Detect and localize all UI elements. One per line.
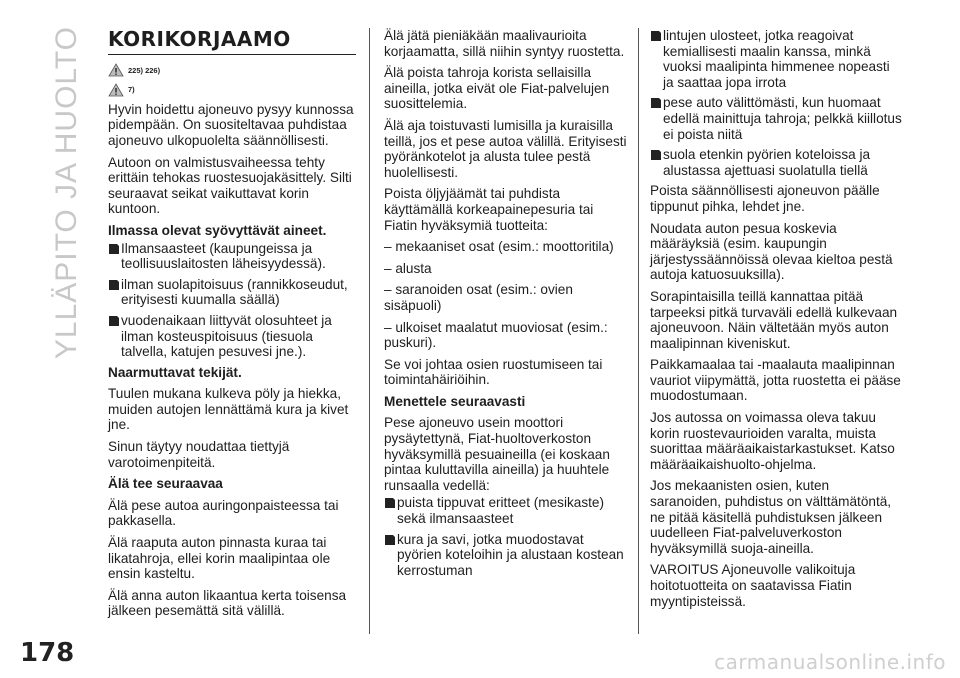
bullet-text: pese auto välittömästi, kun huomaat edellä mainittuja tahroja; pelkkä kiillotus ei poista niitä xyxy=(663,95,902,142)
warning-reference: 225) 226) xyxy=(128,65,161,75)
dash-item: – alusta xyxy=(384,260,432,276)
bullet-icon xyxy=(108,279,120,291)
paragraph: Jos mekaanisten osien, kuten saranoiden, puhdistus on välttämätöntä, ne pitää käsitellä puhdistuksen jälkeen uudelleen Fiat-palveluverkoston hyväksymillä suoja-aineilla. xyxy=(650,478,892,556)
bullet-icon xyxy=(108,315,120,327)
subheading: Menettele seuraavasti xyxy=(384,393,526,409)
caution-reference: 7) xyxy=(128,85,135,95)
paragraph: Poista öljyjäämät tai puhdista käyttämällä korkeapainepesuria tai Fiatin hyväksymiä tuotteita: xyxy=(384,186,594,233)
bullet-icon xyxy=(650,149,662,161)
warning-icon xyxy=(108,63,124,77)
bullet-text: ilman suolapitoisuus (rannikkoseudut, erityisesti kuumalla säällä) xyxy=(121,276,348,308)
paragraph: Autoon on valmistusvaiheessa tehty erittäin tehokas ruostesuojakäsittely. Silti seuraavat seikat vaikuttavat korin kuntoon. xyxy=(108,154,352,217)
paragraph: VAROITUS Ajoneuvolle valikoituja hoitotuotteita on saatavissa Fiatin myyntipisteissä. xyxy=(650,562,856,609)
bullet-icon xyxy=(384,534,396,546)
paragraph: Sinun täytyy noudattaa tiettyjä varotoimenpiteitä. xyxy=(108,439,290,470)
subheading: Ilmassa olevat syövyttävät aineet. xyxy=(108,222,327,238)
bullet-item xyxy=(384,532,630,579)
bullet-item xyxy=(650,28,902,90)
column-3 xyxy=(650,28,902,615)
paragraph: Älä pese autoa auringonpaisteessa tai pakkasella. xyxy=(108,497,339,529)
bullet-item xyxy=(108,313,356,360)
dash-item: – ulkoiset maalatut muoviosat (esim.: puskuri). xyxy=(384,319,608,351)
paragraph: Hyvin hoidettu ajoneuvo pysyy kunnossa pidempään. On suositeltavaa puhdistaa ajoneuvo ulkopuolelta säännöllisesti. xyxy=(108,101,354,148)
paragraph: Poista säännöllisesti ajoneuvon päälle tippunut pihka, lehdet jne. xyxy=(650,183,880,214)
reference-row xyxy=(108,82,356,98)
page-number: 178 xyxy=(20,638,75,668)
paragraph: Jos autossa on voimassa oleva takuu korin ruostevaurioiden varalta, muista suorittaa määräaikaistarkastukset. Katso määräaikaishuolto-ohjelma. xyxy=(650,410,895,472)
title-rule xyxy=(108,54,356,55)
column-divider xyxy=(638,28,639,634)
chapter-side-title: YLLÄPITO JA HUOLTO xyxy=(50,26,83,360)
paragraph: Paikkamaalaa tai -maalauta maalipinnan vauriot viipymättä, jotta ruostetta ei pääse muodostumaan. xyxy=(650,357,901,404)
bullet-icon xyxy=(108,243,120,255)
paragraph: Älä jätä pieniäkään maalivaurioita korjaamatta, sillä niihin syntyy ruostetta. xyxy=(384,28,625,59)
watermark: carmanualsonline.info xyxy=(714,650,946,674)
bullet-text: puista tippuvat eritteet (mesikaste) sekä ilmansaasteet xyxy=(397,495,605,527)
dash-item: – mekaaniset osat (esim.: moottoritila) xyxy=(384,239,614,255)
bullet-text: lintujen ulosteet, jotka reagoivat kemiallisesti maalin kanssa, minkä vuoksi maalipinta himmenee nopeasti ja saattaa jopa irrota xyxy=(663,28,890,90)
paragraph: Älä raaputa auton pinnasta kuraa tai likatahroja, ellei korin maalipintaa ole ensin kasteltu. xyxy=(108,535,331,582)
bullet-icon xyxy=(650,97,662,109)
bullet-item xyxy=(108,277,356,308)
dash-item: – saranoiden osat (esim.: ovien sisäpuoli) xyxy=(384,282,573,313)
bullet-item xyxy=(108,241,356,272)
paragraph: Älä anna auton likaantua kerta toisensa jälkeen pesemättä sitä välillä. xyxy=(108,587,347,619)
reference-row xyxy=(108,63,356,79)
column-divider xyxy=(369,28,370,634)
bullet-text: suola etenkin pyörien koteloissa ja alustassa ajettuasi suolatulla tiellä xyxy=(663,147,871,178)
bullet-icon xyxy=(384,497,396,509)
subheading: Älä tee seuraavaa xyxy=(108,476,223,492)
paragraph: Tuulen mukana kulkeva pöly ja hiekka, muiden autojen lennättämä kura ja kivet jne. xyxy=(108,386,349,433)
bullet-item xyxy=(650,95,902,142)
bullet-text: kura ja savi, jotka muodostavat pyörien koteloihin ja alustaan kostean kerrostuman xyxy=(397,531,624,578)
bullet-text: Ilmansaasteet (kaupungeissa ja teollisuuslaitosten läheisyydessä). xyxy=(121,240,326,272)
paragraph: Älä poista tahroja korista sellaisilla aineilla, jotka eivät ole Fiat-palvelujen suosittelemia. xyxy=(384,65,610,112)
subheading: Naarmuttavat tekijät. xyxy=(108,364,242,380)
bullet-icon xyxy=(650,30,662,42)
paragraph: Sorapintaisilla teillä kannattaa pitää tarpeeksi pitkä turvaväli edellä kulkevaan ajoneuvoon. Näin vältetään myös auton maalipinnan kiveniskut. xyxy=(650,288,898,351)
paragraph: Älä aja toistuvasti lumisilla ja kuraisilla teillä, jos et pese autoa välillä. Erityisesti pyöränkotelot ja alusta tulee pestä huolellisesti. xyxy=(384,117,627,180)
bullet-text: vuodenaikaan liittyvät olosuhteet ja ilman kosteuspitoisuus (tiesuola talvella, katujen pesuvesi jne.). xyxy=(121,312,332,360)
caution-icon xyxy=(108,83,124,97)
paragraph: Noudata auton pesua koskevia määräyksiä (esim. kaupungin järjestyssäännöissä olevaa kieltoa pestä autoja katuosuuksilla). xyxy=(650,220,893,283)
column-2 xyxy=(384,28,630,583)
bullet-item xyxy=(650,147,902,178)
bullet-item xyxy=(384,495,630,526)
section-title: KORIKORJAAMO xyxy=(108,27,291,51)
paragraph: Se voi johtaa osien ruostumiseen tai toimintahäiriöihin. xyxy=(384,356,603,388)
paragraph: Pese ajoneuvo usein moottori pysäytettynä, Fiat-huoltoverkoston hyväksymillä pesuaineilla (ei koskaan pintaa kuluttavilla aineilla) ja huuhtele runsaalla vedellä: xyxy=(384,415,610,493)
column-1 xyxy=(108,28,356,625)
